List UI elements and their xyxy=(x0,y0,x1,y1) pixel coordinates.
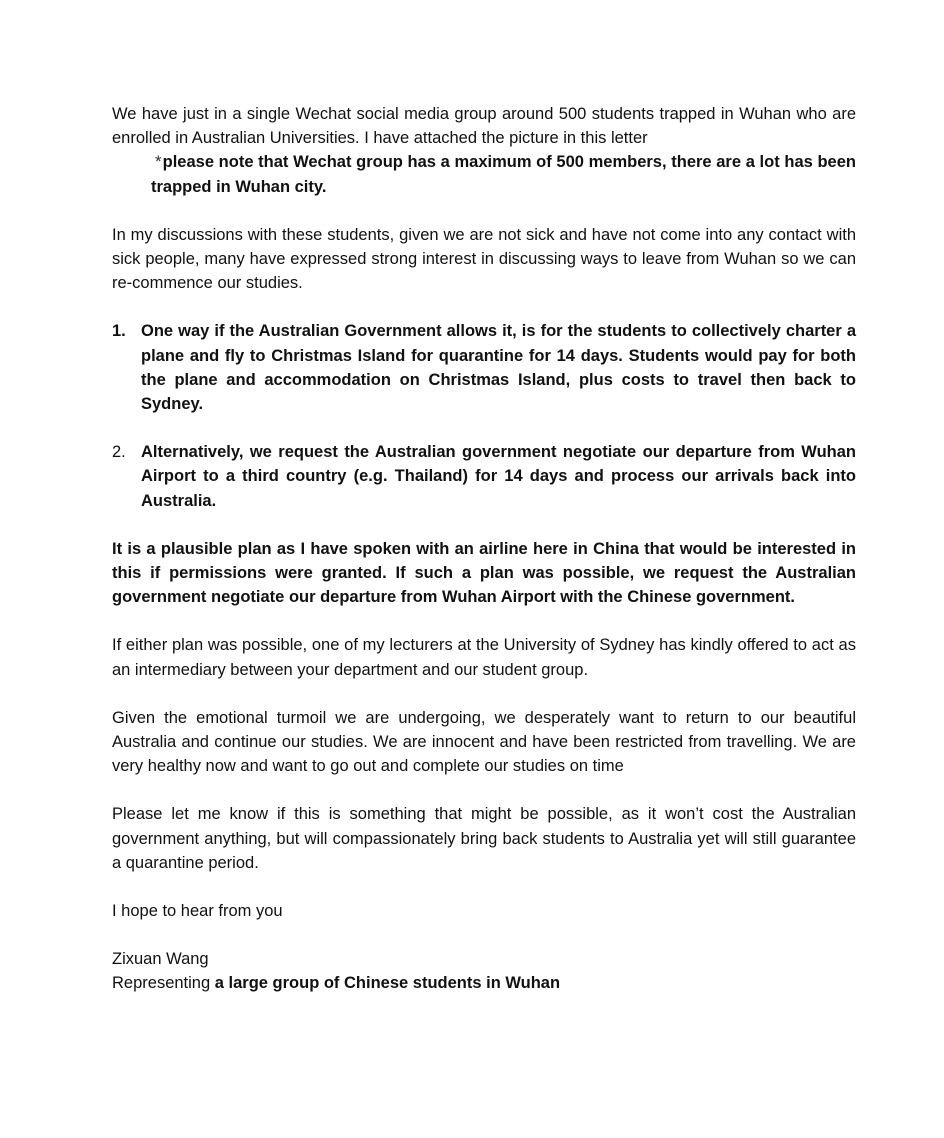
option-1-number: 1. xyxy=(112,322,126,341)
signature-name: Zixuan Wang xyxy=(112,950,209,969)
option-1 xyxy=(112,319,856,416)
turmoil-paragraph: Given the emotional turmoil we are undergoing, we desperately want to return to our beautiful Australia and continue our studies. We are innocent and have been restricted from travelling. We are very healthy now and want to go out and complete our studies on time xyxy=(112,708,856,776)
note-paragraph xyxy=(112,150,856,198)
discussion-paragraph: In my discussions with these students, given we are not sick and have not come into any contact with sick people, many have expressed strong interest in discussing ways to leave from Wuhan so we can re-commence our studies. xyxy=(112,225,856,293)
request-paragraph: Please let me know if this is something that might be possible, as it won’t cost the Australian government anything, but will compassionately bring back students to Australia yet will still guarantee a quarantine period. xyxy=(112,805,856,872)
note-text: please note that Wechat group has a maximum of 500 members, there are a lot has been trapped in Wuhan city. xyxy=(151,153,856,196)
letter-body xyxy=(112,102,856,996)
option-1-text: One way if the Australian Government allows it, is for the students to collectively charter a plane and fly to Christmas Island for quarantine for 14 days. Students would pay for both the plane and accommodation on Christmas Island, plus costs to travel then back to Sydney. xyxy=(141,322,856,414)
option-2 xyxy=(112,440,856,513)
signature-group: a large group of Chinese students in Wuhan xyxy=(214,974,561,993)
option-2-number: 2. xyxy=(112,443,126,462)
closing-line: I hope to hear from you xyxy=(112,902,283,921)
intermediary-paragraph: If either plan was possible, one of my lecturers at the University of Sydney has kindly offered to act as an intermediary between your department and our student group. xyxy=(112,636,856,679)
plausible-paragraph: It is a plausible plan as I have spoken with an airline here in China that would be interested in this if permissions were granted. If such a plan was possible, we request the Australian government negotiate our departure from Wuhan Airport with the Chinese government. xyxy=(112,539,856,607)
intro-paragraph: We have just in a single Wechat social media group around 500 students trapped in Wuhan who are enrolled in Australian Universities. I have attached the picture in this letter xyxy=(112,105,856,148)
signature-prefix: Representing xyxy=(112,974,211,993)
signature-representing xyxy=(112,971,856,995)
asterisk-symbol: * xyxy=(155,152,162,172)
option-2-text: Alternatively, we request the Australian government negotiate our departure from Wuhan Airport to a third country (e.g. Thailand) for 14 days and process our arrivals back into Australia. xyxy=(141,443,856,510)
